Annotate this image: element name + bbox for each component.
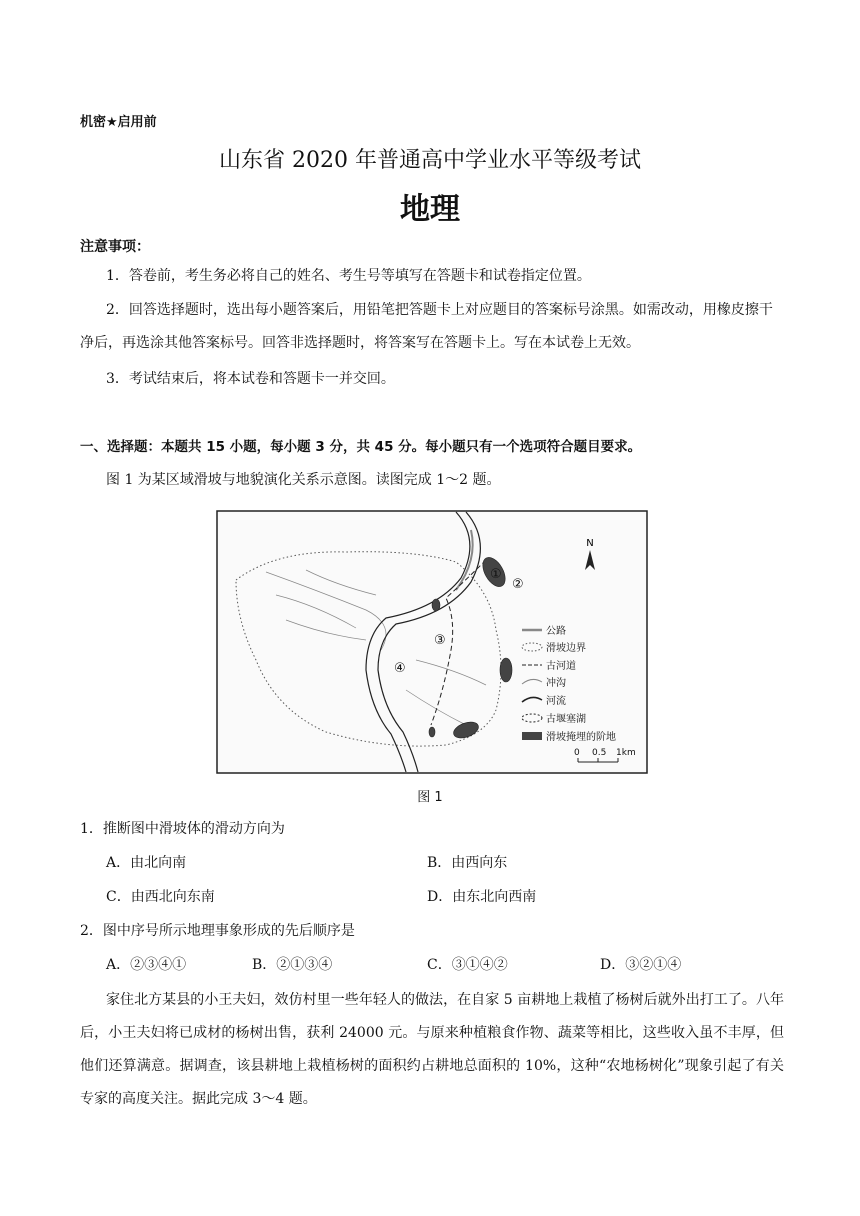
question-1-option-b: B．由西向东 [427,855,508,871]
landslide-map [216,510,648,774]
svg-text:N: N [586,538,594,549]
svg-text:古河道: 古河道 [546,661,576,672]
question-2-option-a: A．②③④① [106,957,187,973]
svg-text:0: 0 [574,748,580,758]
svg-text:河流: 河流 [546,696,566,707]
question-2-option-c: C．③①④② [427,957,508,973]
subject-title: 地理 [400,192,460,227]
note-item: 1．答卷前，考生务必将自己的姓名、考生号等填写在答题卡和试卷指定位置。 [106,268,591,284]
exam-title: 山东省 2020 年普通高中学业水平等级考试 [219,148,641,173]
question-2-stem: 2．图中序号所示地理事象形成的先后顺序是 [80,923,355,939]
figure-caption: 图 1 [417,790,443,805]
note-item: 3．考试结束后，将本试卷和答题卡一并交回。 [106,371,395,387]
svg-text:滑坡掩埋的阶地: 滑坡掩埋的阶地 [546,732,616,743]
note-item: 2．回答选择题时，选出每小题答案后，用铅笔把答题卡上对应题目的答案标号涂黑。如需改动，用橡皮擦干净后，再选涂其他答案标号。回答非选择题时，将答案写在答题卡上。写在本试卷上无效。 [80,302,773,351]
question-1-stem: 1．推断图中滑坡体的滑动方向为 [80,821,285,837]
section-heading: 一、选择题：本题共 15 小题，每小题 3 分，共 45 分。每小题只有一个选项符合题目要求。 [80,439,642,455]
passage-questions-3-4: 家住北方某县的小王夫妇，效仿村里一些年轻人的做法，在自家 5 亩耕地上栽植了杨树后就外出打工了。八年后，小王夫妇将已成材的杨树出售，获利 24000 元。与原来种植粮食作物、蔬菜等相比，这些收入虽不丰厚，但他们还算满意。据调查，该县耕地上栽植杨树的面积约占耕地总面积的 10%，这种“农地杨树化”现象引起了有关专家的高度关注。据此完成 3～4 题。 [80,992,784,1107]
map-label-3: ③ [434,633,446,648]
question-2-option-b: B．②①③④ [252,957,333,973]
svg-text:滑坡边界: 滑坡边界 [546,643,586,654]
svg-text:公路: 公路 [546,626,566,637]
notes-heading: 注意事项： [80,239,150,255]
svg-text:冲沟: 冲沟 [546,678,566,689]
question-1-option-a: A．由北向南 [106,855,187,871]
svg-text:0.5: 0.5 [592,748,607,758]
map-label-1: ① [490,567,502,582]
map-label-4: ④ [394,661,406,676]
map-label-2: ② [512,577,524,592]
svg-text:古堰塞湖: 古堰塞湖 [546,714,586,725]
section-intro: 图 1 为某区域滑坡与地貌演化关系示意图。读图完成 1～2 题。 [106,472,501,488]
figure-1-map [216,510,648,774]
question-1-option-c: C．由西北向东南 [106,889,215,905]
question-1-option-d: D．由东北向西南 [427,889,537,905]
confidential-label: 机密★启用前 [80,115,157,130]
svg-text:1km: 1km [616,748,636,758]
question-2-option-d: D．③②①④ [600,957,682,973]
